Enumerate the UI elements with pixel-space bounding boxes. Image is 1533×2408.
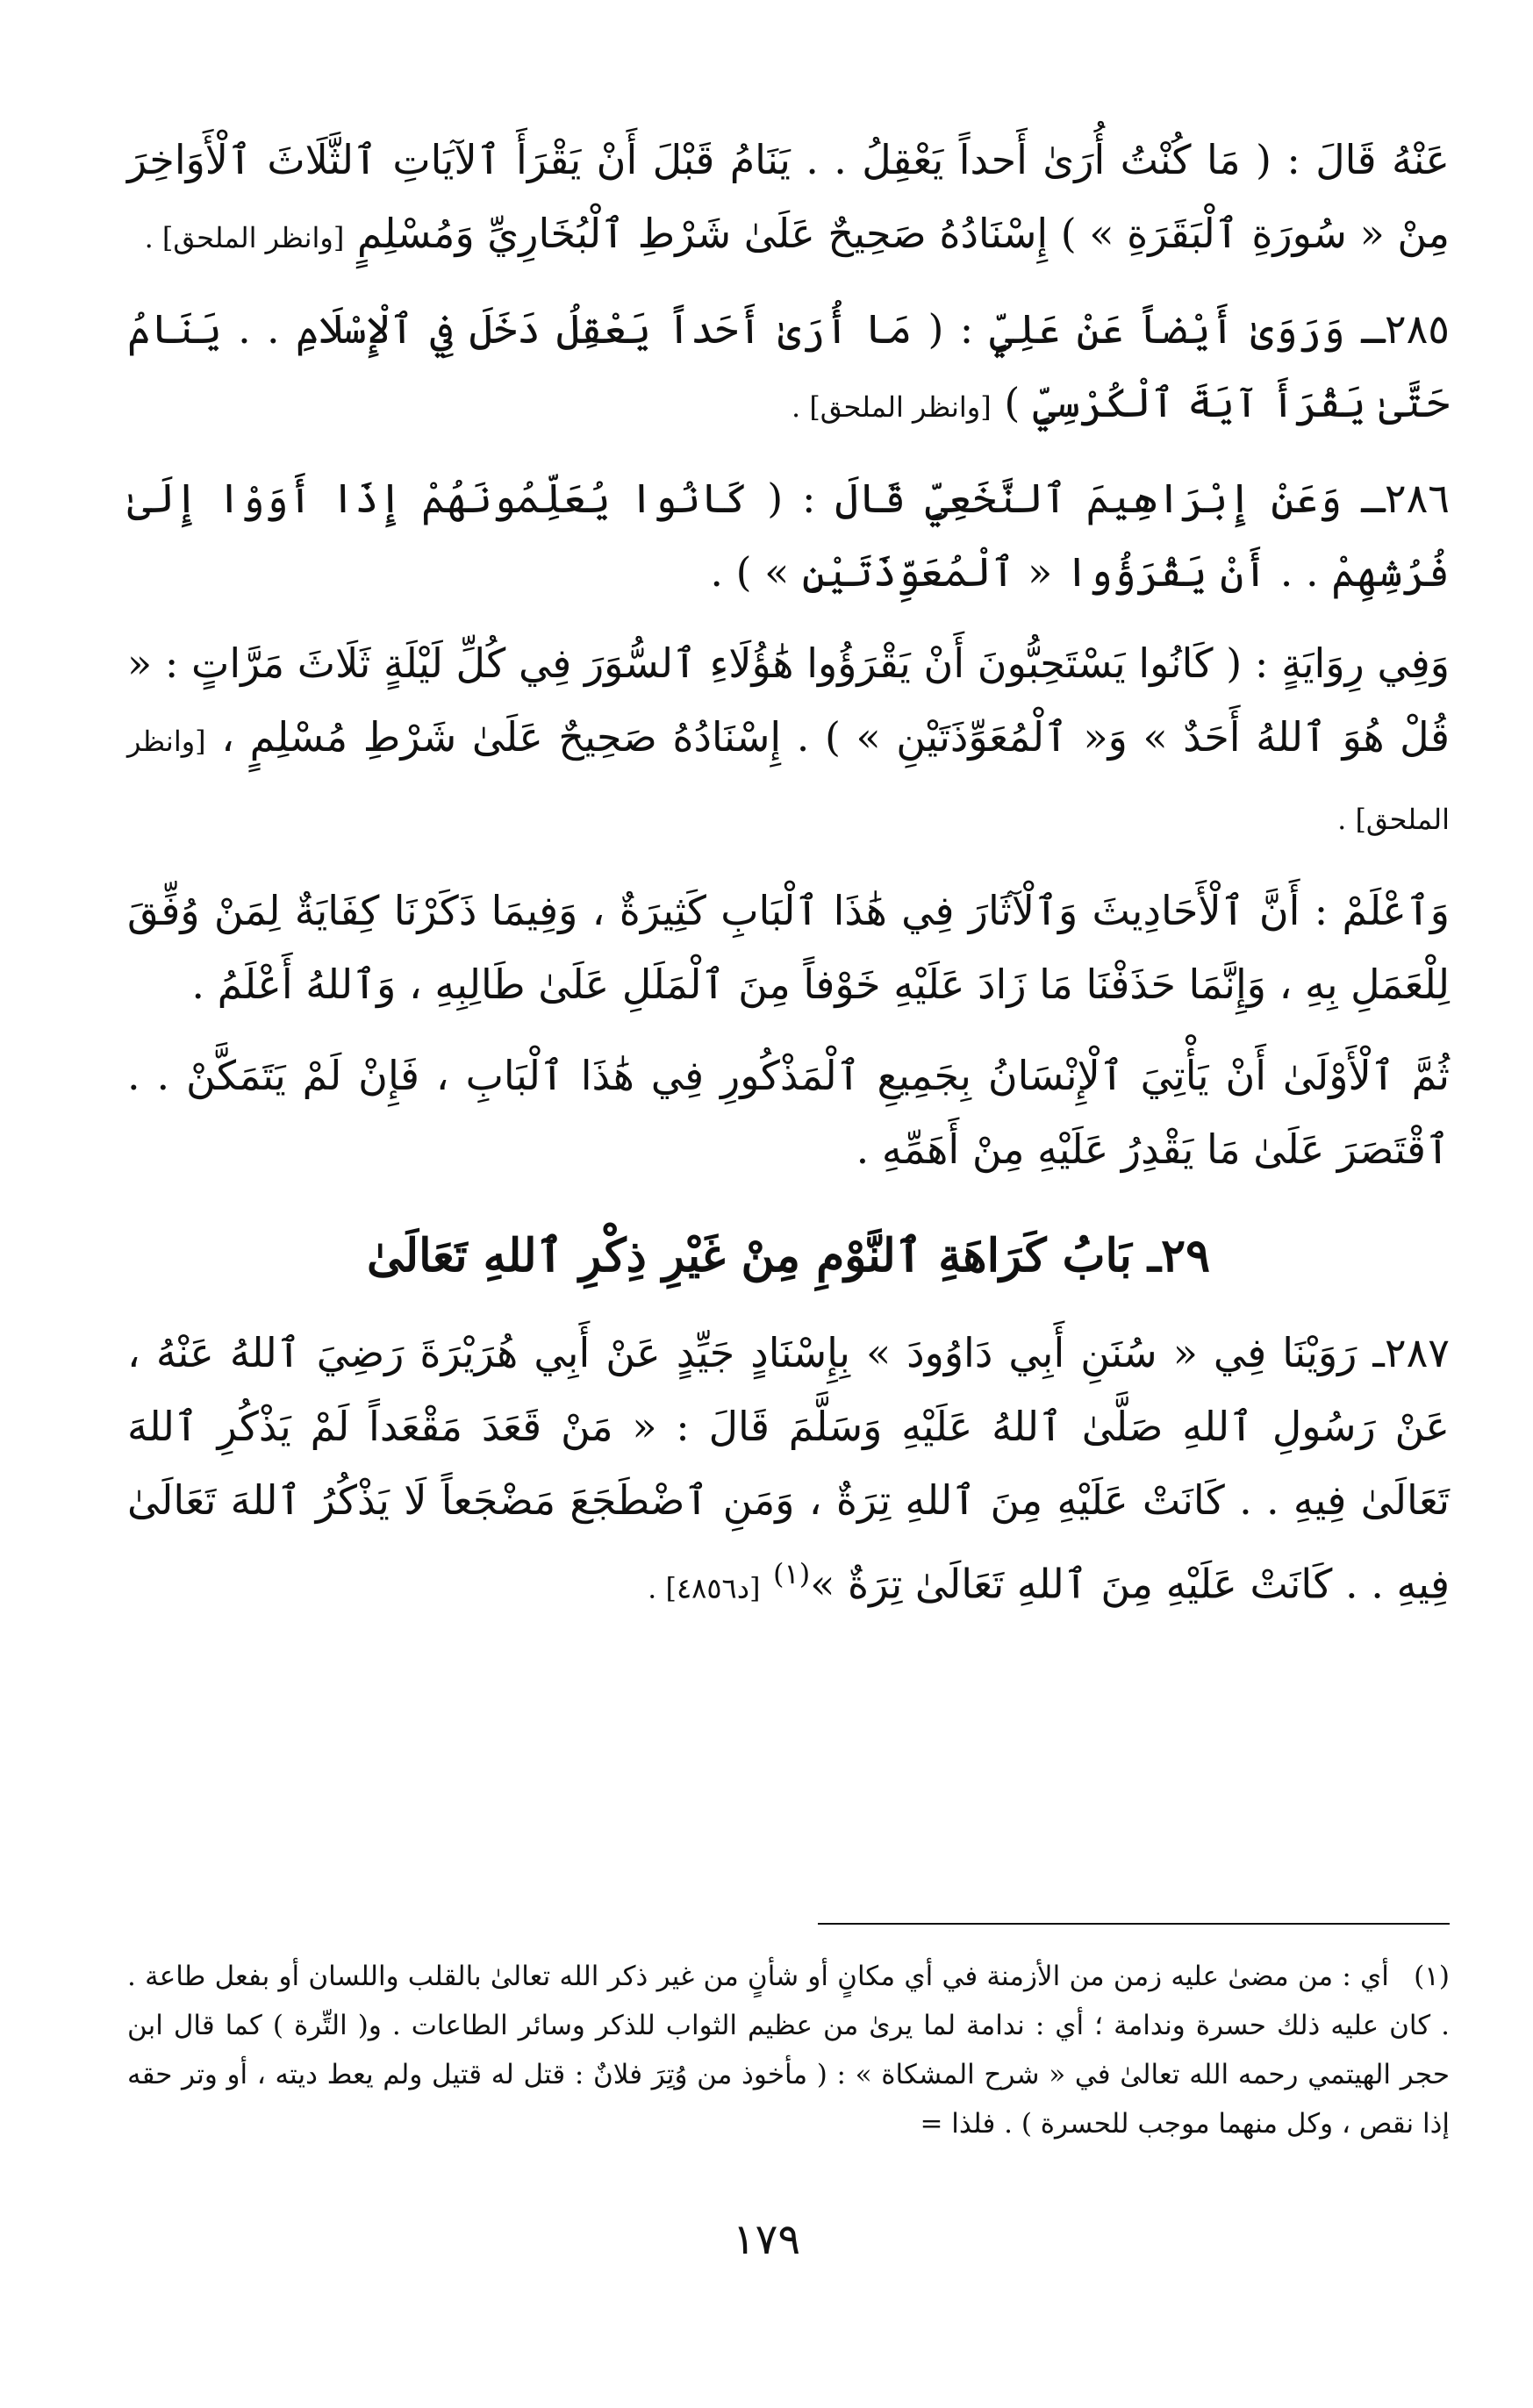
paragraph [127, 874, 1450, 1021]
page-number: ١٧٩ [732, 2215, 801, 2264]
chapter-heading: ٢٩ـ بَابُ كَرَاهَةِ ٱلنَّوْمِ مِنْ غَيْرِ ذِكْرِ ٱللهِ تَعَالَىٰ [366, 1229, 1211, 1283]
hadith-text: ٢٨٧ـ رَوَيْنَا فِي « سُنَنِ أَبِي دَاوُودَ » بِإِسْنَادٍ جَيِّدٍ عَنْ أَبِي هُرَيْرَةَ رَضِيَ ٱللهُ عَنْهُ ، عَنْ رَسُولِ ٱللهِ صَلَّىٰ ٱللهُ عَلَيْهِ وَسَلَّمَ قَالَ : « مَنْ قَعَدَ مَقْعَداً لَمْ يَذْكُرِ ٱللهَ تَعَالَىٰ فِيهِ . . كَانَتْ عَلَيْهِ مِنَ ٱللهِ تِرَةٌ ، وَمَنِ ٱضْطَجَعَ مَضْجَعاً لَا يَذْكُرُ ٱللهَ تَعَالَىٰ فِيهِ . . كَانَتْ عَلَيْهِ مِنَ ٱللهِ تَعَالَىٰ تِرَةٌ » [127, 1329, 1450, 1608]
paragraph-text: وَفِي رِوَايَةٍ : ( كَانُوا يَسْتَحِبُّونَ أَنْ يَقْرَؤُوا هَٰؤُلَاءِ ٱلسُّوَرَ فِي كُلِّ لَيْلَةٍ ثَلَاثَ مَرَّاتٍ : « قُلْ هُوَ ٱللهُ أَحَدٌ » وَ« ٱلْمُعَوِّذَتَيْنِ » ) . إِسْنَادُهُ صَحِيحٌ عَلَىٰ شَرْطِ مُسْلِمٍ ، [127, 640, 1450, 761]
paragraph [127, 292, 1450, 444]
paragraph [127, 1039, 1450, 1186]
paragraph [127, 123, 1450, 275]
appendix-note: [وانظر الملحق] . [127, 725, 1450, 836]
footnote [127, 1952, 1450, 2148]
source-reference: [د٤٨٥٦] . [648, 1571, 761, 1605]
footnote-marker: (١) [773, 1557, 811, 1590]
footnote-number: (١) [1414, 1961, 1451, 1992]
paragraph-text: ثُمَّ ٱلْأَوْلَىٰ أَنْ يَأْتِيَ ٱلْإِنْسَانُ بِجَمِيعِ ٱلْمَذْكُورِ فِي هَٰذَا ٱلْبَابِ ، فَإِنْ لَمْ يَتَمَكَّنْ . . ٱقْتَصَرَ عَلَىٰ مَا يَقْدِرُ عَلَيْهِ مِنْ أَهَمِّهِ . [127, 1052, 1450, 1173]
footnote-text: أي : من مضىٰ عليه زمن من الأزمنة في أي مكانٍ أو شأنٍ من غير ذكر الله تعالىٰ بالقلب واللسان أو بفعل طاعة . . كان عليه ذلك حسرة وندامة ؛ أي : ندامة لما يرىٰ من عظيم الثواب للذكر وسائر الطاعات . و( التِّرة ) كما قال ابن حجر الهيتمي رحمه الله تعالىٰ في « شرح المشكاة » : ( مأخوذ من وُتِرَ فلانٌ : قتل له قتيل ولم يعط ديته ، أو وتر حقه إذا نقص ، وكل منهما موجب للحسرة ) . فلذا = [127, 1961, 1450, 2140]
paragraph-text: ٢٨٦ـ وَعَنْ إِبْرَاهِيمَ ٱلنَّخَعِيِّ قَالَ : ( كَانُوا يُعَلِّمُونَهُمْ إِذَا أَوَوْا إِلَىٰ فُرُشِهِمْ . . أَنْ يَقْرَؤُوا « ٱلْمُعَوِّذَتَيْنِ » ) . [127, 475, 1450, 596]
paragraph-text: وَٱعْلَمْ : أَنَّ ٱلْأَحَادِيثَ وَٱلْآثَارَ فِي هَٰذَا ٱلْبَابِ كَثِيرَةٌ ، وَفِيمَا ذَكَرْنَا كِفَايَةٌ لِمَنْ وُفِّقَ لِلْعَمَلِ بِهِ ، وَإِنَّمَا حَذَفْنَا مَا زَادَ عَلَيْهِ خَوْفاً مِنَ ٱلْمَلَلِ عَلَىٰ طَالِبِهِ ، وَٱللهُ أَعْلَمُ . [127, 887, 1450, 1008]
main-text [127, 123, 1450, 1642]
appendix-note: [وانظر الملحق] . [144, 221, 345, 254]
footnote-divider [818, 1923, 1450, 1925]
paragraph-text: ٢٨٥ـ وَرَوَىٰ أَيْضاً عَنْ عَلِيٍّ : ( مَا أُرَىٰ أَحَداً يَعْقِلُ دَخَلَ فِي ٱلْإِسْلَامِ . . يَنَامُ حَتَّىٰ يَقْرَأَ آيَةَ ٱلْكُرْسِيِّ ) [127, 305, 1450, 426]
appendix-note: [وانظر الملحق] . [791, 390, 992, 424]
paragraph [127, 461, 1450, 609]
paragraph [127, 626, 1450, 856]
hadith-paragraph [127, 1316, 1450, 1625]
paragraph-text: عَنْهُ قَالَ : ( مَا كُنْتُ أُرَىٰ أَحداً يَعْقِلُ . . يَنَامُ قَبْلَ أَنْ يَقْرَأَ ٱلآيَاتِ ٱلثَّلَاثَ ٱلْأَوَاخِرَ مِنْ « سُورَةِ ٱلْبَقَرَةِ » ) إِسْنَادُهُ صَحِيحٌ عَلَىٰ شَرْطِ ٱلْبُخَارِيِّ وَمُسْلِمٍ [127, 136, 1450, 257]
